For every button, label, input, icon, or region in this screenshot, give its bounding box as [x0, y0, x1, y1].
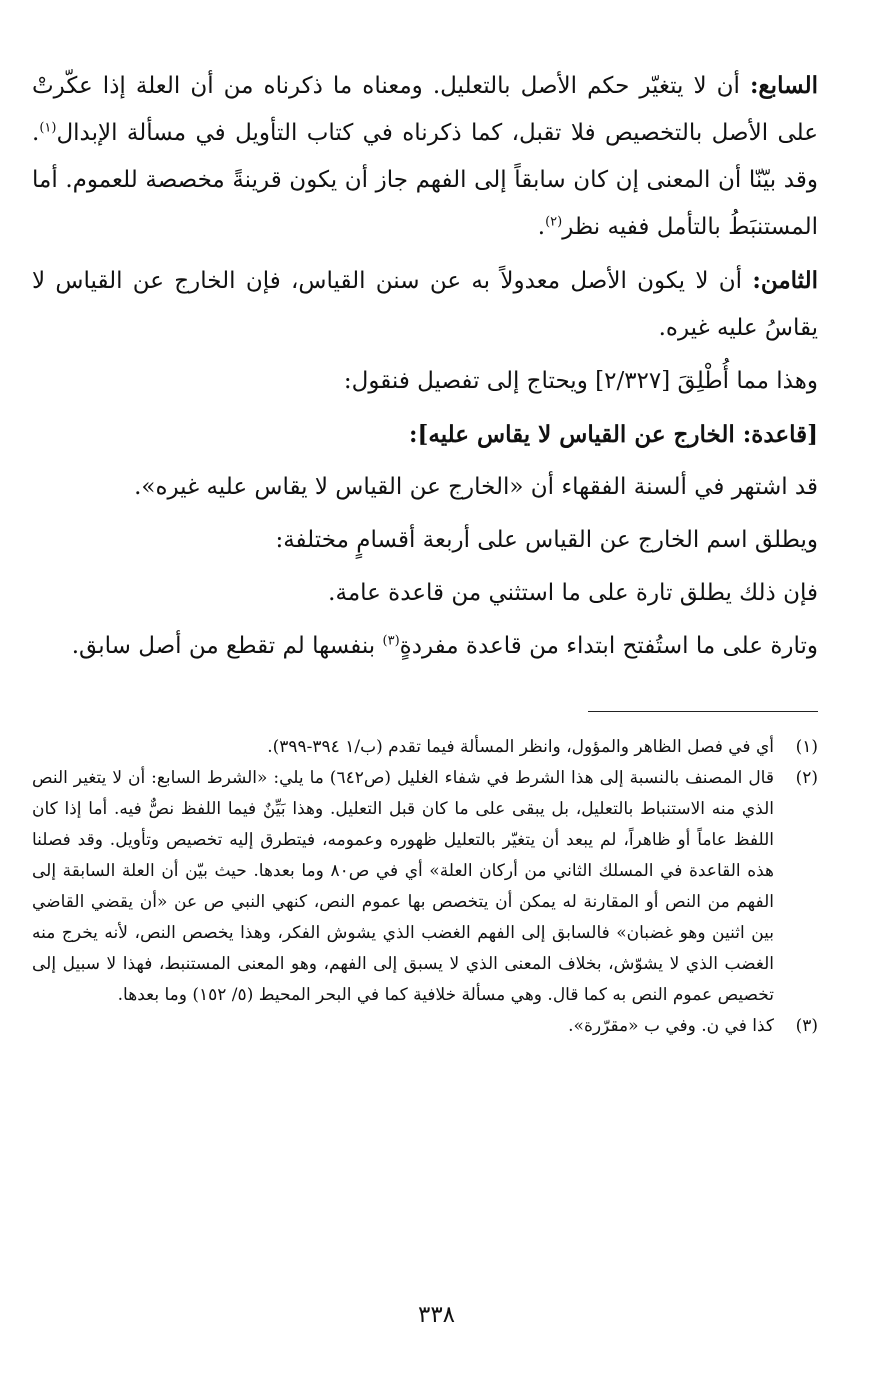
paragraph-end: .	[537, 214, 546, 240]
paragraph-lead: الثامن:	[752, 267, 818, 294]
paragraph-famous-saying: قد اشتهر في ألسنة الفقهاء أن «الخارج عن القياس لا يقاس عليه غيره».	[134, 474, 818, 500]
footnotes	[32, 732, 818, 1042]
paragraph-text: وتارة على ما استُفتح ابتداء من قاعدة مفردةٍ	[399, 633, 818, 659]
paragraph-second-category	[32, 623, 818, 670]
paragraph-text-cont: . وقد بيّنّا أن المعنى إن كان سابقاً إلى الفهم جاز أن يكون قرينةً مخصصة للعموم. أما المستنبَطُ بالتأمل ففيه نظر	[32, 120, 818, 240]
footnote-text: أي في فصل الظاهر والمؤول، وانظر المسألة فيما تقدم (ب/١ ٣٩٤-٣٩٩).	[267, 737, 774, 757]
footnote-1	[32, 732, 818, 763]
paragraph-lead: السابع:	[749, 72, 818, 99]
paragraph-text: أن لا يتغيّر حكم الأصل بالتعليل. ومعناه ما ذكرناه من أن العلة إذا عكّرتْ على الأصل بالتخصيص فلا تقبل، كما ذكرناه في كتاب التأويل في مسألة الإبدال	[32, 73, 818, 146]
paragraph-four-categories: ويطلق اسم الخارج عن القياس على أربعة أقسامٍ مختلفة:	[275, 527, 818, 553]
paragraph-first-category: فإن ذلك يطلق تارة على ما استثني من قاعدة عامة.	[328, 580, 818, 606]
footnote-text: قال المصنف بالنسبة إلى هذا الشرط في شفاء الغليل (ص٦٤٢) ما يلي: «الشرط السابع: أن لا يتغير النص الذي منه الاستنباط بالتعليل، بل يبقى على ما كان قبل التعليل. وهذا بَيِّنٌ فيما اللفظ نصٌّ فيه. أما إذا كان اللفظ عاماً أو ظاهراً، لم يبعد أن يتغيّر بالتعليل ظهوره وعمومه، فيتطرق إليه تخصيص وتأويل. وقد فصلنا هذه القاعدة في المسلك الثاني من أركان العلة» أي في ص٨٠ وما بعدها. حيث بيّن أن العلة السابقة إلى الفهم من النص أو المقارنة له يمكن أن يتخصص بها عموم النص، كنهي النبي ص عن «أن يقضي القاضي بين اثنين وهو غضبان» فالسابق إلى الفهم الغضب الذي يشوش الفكر، وهذا يخصص النص، لأنه يخرج منه الغضب الذي لا يشوّش، بخلاف المعنى الذي لا يسبق إلى الفهم، وهو المعنى المستنبط، فهذا لا سبيل إلى تخصيص عموم النص به كما قال. وهي مسألة خلافية كما في البحر المحيط (٥/ ١٥٢) وما بعدها.	[32, 768, 774, 1005]
footnote-separator	[588, 711, 818, 712]
paragraph-eighth-condition	[32, 257, 818, 352]
footnote-2	[32, 763, 818, 1011]
footnote-3	[32, 1011, 818, 1042]
footnote-ref-1[interactable]: (١)	[39, 120, 57, 136]
footnote-ref-2[interactable]: (٢)	[545, 214, 563, 230]
paragraph-seventh-condition	[32, 62, 818, 251]
footnote-number: (٢)	[795, 768, 818, 788]
paragraph-elaboration: وهذا مما أُطْلِقَ [٢/٣٢٧] ويحتاج إلى تفصيل فنقول:	[343, 368, 818, 394]
page-number: ٣٣٨	[417, 1302, 456, 1328]
footnote-ref-3[interactable]: (٣)	[382, 633, 400, 649]
footnote-text: كذا في ن. وفي ب «مقرّرة».	[568, 1016, 774, 1036]
paragraph-text-cont: بنفسها لم تقطع من أصل سابق.	[71, 633, 383, 659]
section-heading-rule: [قاعدة: الخارج عن القياس لا يقاس عليه]:	[409, 421, 818, 448]
main-text	[32, 62, 818, 676]
footnote-number: (٣)	[795, 1016, 818, 1036]
paragraph-text: أن لا يكون الأصل معدولاً به عن سنن القياس، فإن الخارج عن القياس لا يقاسُ عليه غيره.	[32, 268, 818, 341]
footnote-number: (١)	[795, 737, 818, 757]
